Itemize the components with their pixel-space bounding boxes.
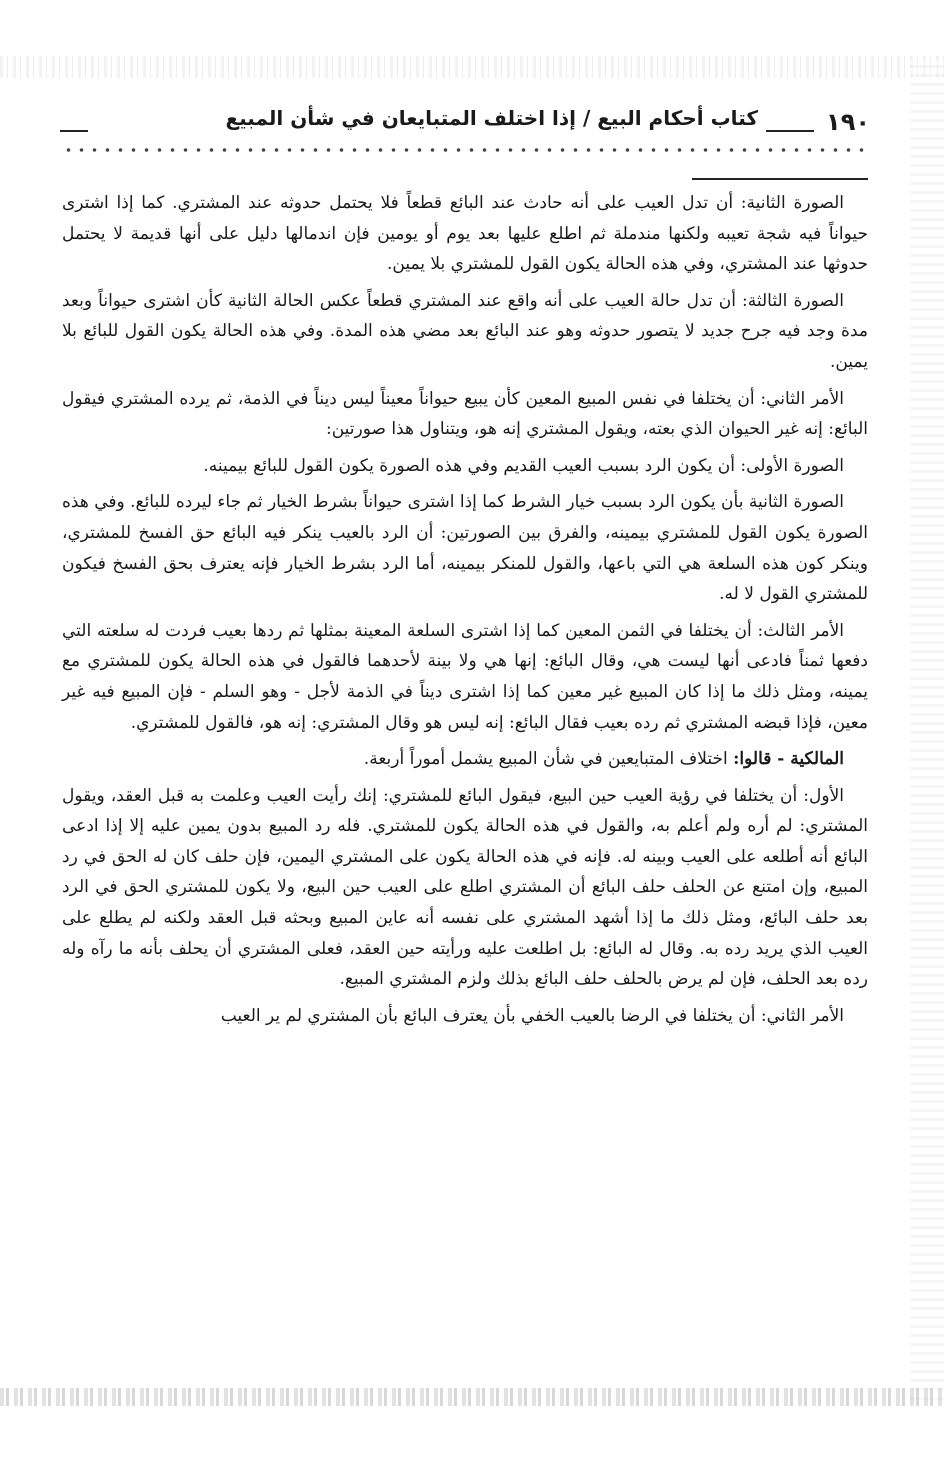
dotted-separator	[62, 147, 868, 153]
paragraph: الصورة الثالثة: أن تدل حالة العيب على أنه واقع عند المشتري قطعاً عكس الحالة الثانية كأن اشترى حيواناً وبعد مدة وجد فيه جرح جديد لا يتصور حدوثه وهو عند البائع بعد مضي هذه المدة. وفي هذه الحالة يكون القول للبائع بلا يمين.	[62, 290, 868, 372]
paragraph: الأمر الثالث: أن يختلفا في الثمن المعين كما إذا اشترى السلعة المعينة بمثلها ثم ردها بعيب فردت له سلعته التي دفعها ثمناً فادعى أنها ليست هي، وقال البائع: إنها هي ولا بينة لأحدهما فالقول في هذه الحالة يكون للمشتري مع يمينه، ومثل ذلك ما إذا كان المبيع غير معين كما إذا اشترى ديناً في الذمة لأجل - وهو السلم - فإن المبيع فيه غير معين، فإذا قبضه المشتري ثم رده بعيب فقال البائع: إنه ليس هو وقال المشتري: إنه هو، فالقول للمشتري.	[62, 620, 869, 733]
paragraph: الصورة الثانية بأن يكون الرد بسبب خيار الشرط كما إذا اشترى حيواناً بشرط الخيار ثم جاء ليرده للبائع. وفي هذه الصورة يكون القول للمشتري بيمينه، والفرق بين الصورتين: أن الرد بالعيب ينكر فيه البائع حق الفسخ للمشتري، وينكر كون هذه السلعة هي التي باعها، والقول للمنكر بيمينه، أما الرد بشرط الخيار فإنه يعترف بحق الفسخ فيكون للمشتري القول لا له.	[62, 492, 868, 605]
maliki-label: المالكية - قالوا:	[733, 749, 844, 770]
paragraph: الصورة الثانية: أن تدل العيب على أنه حادث عند البائع قطعاً فلا يحتمل حدوثه عند المشتري. كما إذا اشترى حيواناً فيه شجة تعيبه ولكنها مندملة ثم اطلع عليها بعد يوم أو يومين فإن اندمالها دليل على أنها قديمة لا يحتمل حدوثها عند المشتري، وفي هذه الحالة يكون القول للمشتري بلا يمين.	[62, 193, 868, 275]
header-rule-right	[766, 130, 814, 132]
maliki-text: اختلاف المتبايعين في شأن المبيع يشمل أموراً أربعة.	[363, 749, 728, 770]
header-rule-left	[60, 130, 88, 132]
scan-noise-top	[0, 56, 944, 78]
paragraph: الأمر الثاني: أن يختلفا في الرضا بالعيب الخفي بأن يعترف البائع بأن المشتري لم ير العيب	[220, 1005, 844, 1026]
paragraph: الأول: أن يختلفا في رؤية العيب حين البيع، فيقول البائع للمشتري: إنك رأيت العيب وعلمت به قبل العقد، ويقول المشتري: لم أره ولم أعلم به، والقول في هذه الحالة يكون للمشتري. فله رد المبيع بدون يمين عليه إلا إذا ادعى البائع أنه أطلعه على العيب وبينه له. فإنه في هذه الحالة يكون على المشتري اليمين، فإن حلف كان له الحق في رد المبيع، وإن امتنع عن الحلف حلف البائع أن المشتري اطلع على العيب حين البيع، ولا يكون للمشتري الحق في الرد بعد حلف البائع، ومثل ذلك ما إذا أشهد المشتري على نفسه أنه عاين المبيع وبحثه قبل العقد ولكنه لم يطلع على العيب الذي يريد رده به. وقال له البائع: بل اطلعت عليه ورأيته حين العقد، فعلى المشتري أن يحلف بأنه ما رآه وله رده بعد الحلف، فإن لم يرض بالحلف حلف البائع بذلك ولزم المشتري المبيع.	[62, 785, 868, 990]
scan-noise-right	[910, 60, 944, 1400]
paragraph: الصورة الأولى: أن يكون الرد بسبب العيب القديم وفي هذه الصورة يكون القول للبائع بيمينه.	[203, 455, 844, 476]
footnote-separator	[692, 178, 868, 180]
paragraph: الأمر الثاني: أن يختلفا في نفس المبيع المعين كأن يبيع حيواناً معيناً ليس ديناً في الذمة، ثم يرده المشتري فيقول البائع: إنه غير الحيوان الذي بعته، ويقول المشتري إنه هو، ويتناول هذا صورتين:	[62, 388, 868, 440]
page-number: ١٩٠	[826, 108, 870, 136]
page-header	[60, 104, 870, 144]
running-title: كتاب أحكام البيع / إذا اختلف المتبايعان في شأن المبيع	[225, 106, 758, 130]
page-body	[62, 188, 868, 1037]
maliki-paragraph	[62, 744, 868, 775]
scan-noise-bottom	[0, 1388, 944, 1406]
